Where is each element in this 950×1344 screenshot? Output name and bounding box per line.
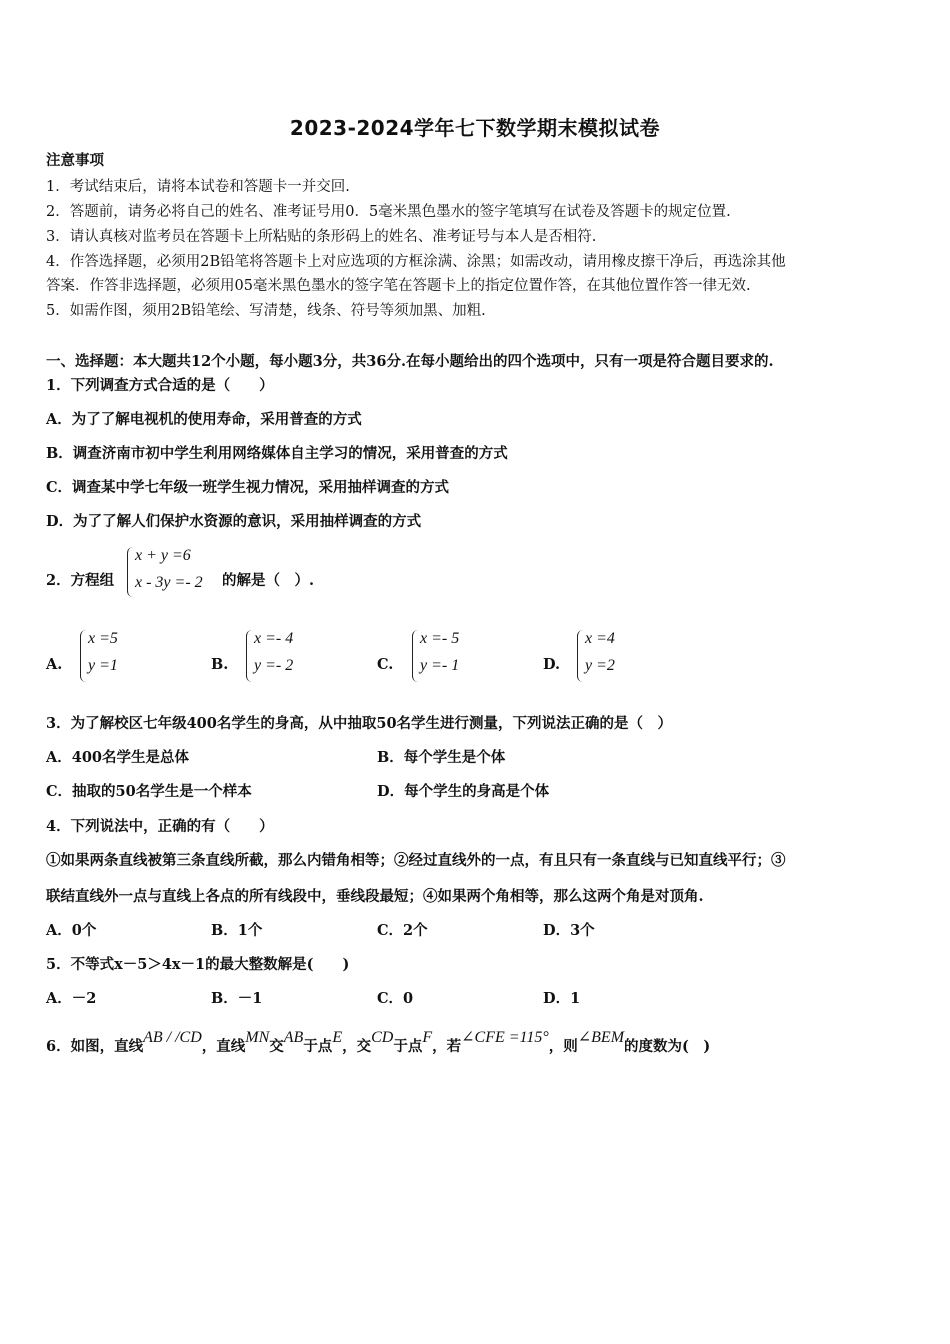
- q1-option-a: A．为了了解电视机的使用寿命，采用普查的方式: [46, 411, 362, 428]
- notice-heading: 注意事项: [46, 152, 104, 169]
- notice-item-4: 4．作答选择题，必须用2B铅笔将答题卡上对应选项的方框涂满、涂黑；如需改动，请用橡皮擦干净后，再选涂其他: [46, 254, 786, 270]
- q6-text-3: 交: [269, 1038, 284, 1055]
- q1-option-c: C．调查某中学七年级一班学生视力情况，采用抽样调查的方式: [46, 479, 450, 496]
- q6-text-9: 的度数为( ): [624, 1038, 711, 1055]
- q6-text-6: 于点: [393, 1038, 423, 1055]
- q2-option-a-r1: x =5: [88, 630, 118, 647]
- q4-option-a: A．0个: [46, 922, 97, 939]
- q4-statement-line2: 联结直线外一点与直线上各点的所有线段中，垂线段最短；④如果两个角相等，那么这两个角是对顶角.: [46, 888, 704, 905]
- q2-option-a-label: A.: [46, 656, 63, 673]
- page-title: 2023-2024学年七下数学期末模拟试卷: [289, 116, 661, 140]
- q6-math-ab: AB: [283, 1029, 304, 1046]
- q2-prefix: 2．方程组: [46, 572, 115, 589]
- q4-option-c: C．2个: [377, 922, 428, 939]
- q3-stem: 3．为了解校区七年级400名学生的身高，从中抽取50名学生进行测量，下列说法正确的是（ ）: [46, 715, 673, 732]
- q2-option-c-system: [412, 630, 482, 682]
- q2-eq1: x + y =6: [135, 547, 191, 564]
- notice-item-4-cont: 答案．作答非选择题，必须用05毫米黑色墨水的签字笔在答题卡上的指定位置作答，在其他位置作答一律无效.: [46, 278, 751, 294]
- q1-option-b: B．调查济南市初中学生利用网络媒体自主学习的情况，采用普查的方式: [46, 445, 508, 462]
- q6-math-angle-bem: ∠BEM: [577, 1029, 625, 1046]
- q3-option-b: B．每个学生是个体: [377, 749, 506, 766]
- q2-option-d-r2: y =2: [585, 657, 615, 674]
- q2-suffix: 的解是（ ）.: [222, 572, 315, 589]
- q2-equation-system: [127, 547, 227, 597]
- q4-option-d: D．3个: [543, 922, 595, 939]
- q6-stem: [46, 1029, 711, 1057]
- notice-item-2: 2．答题前，请务必将自己的姓名、准考证号用0．5毫米黑色墨水的签字笔填写在试卷及答题卡的规定位置.: [46, 204, 731, 220]
- q3-option-d: D．每个学生的身高是个体: [377, 783, 550, 800]
- q2-option-d-system: [577, 630, 637, 682]
- q5-option-d: D．1: [543, 990, 581, 1007]
- q2-option-a-r2: y =1: [88, 657, 118, 674]
- q6-math-e: E: [332, 1029, 343, 1046]
- q6-text-5: ，交: [342, 1038, 372, 1055]
- notice-item-5: 5．如需作图，须用2B铅笔绘、写清楚，线条、符号等须加黑、加粗.: [46, 303, 486, 319]
- section-heading: 一、选择题：本大题共12个小题，每小题3分，共36分.在每小题给出的四个选项中，只有一项是符合题目要求的.: [46, 353, 774, 370]
- q5-stem: 5．不等式x－5＞4x－1的最大整数解是( ): [46, 956, 350, 973]
- q1-option-d: D．为了了解人们保护水资源的意识，采用抽样调查的方式: [46, 513, 422, 530]
- q6-math-mn: MN: [245, 1029, 270, 1046]
- q6-math-f: F: [422, 1029, 433, 1046]
- q2-option-c-label: C.: [377, 656, 394, 673]
- q6-math-cd: CD: [371, 1029, 394, 1046]
- notice-item-1: 1．考试结束后，请将本试卷和答题卡一并交回.: [46, 179, 350, 195]
- q6-text-4: 于点: [303, 1038, 333, 1055]
- q2-eq2: x - 3y =- 2: [135, 574, 203, 591]
- q5-option-c: C．0: [377, 990, 414, 1007]
- q2-option-b-label: B.: [211, 656, 229, 673]
- q2-option-d-label: D.: [543, 656, 561, 673]
- q2-option-a-system: [80, 630, 140, 682]
- q6-text-1: 6．如图，直线: [46, 1038, 144, 1055]
- q1-stem: 1．下列调查方式合适的是（ ）: [46, 377, 274, 394]
- q3-option-c: C．抽取的50名学生是一个样本: [46, 783, 252, 800]
- q4-statement-line1: ①如果两条直线被第三条直线所截，那么内错角相等；②经过直线外的一点，有且只有一条直线与已知直线平行；③: [46, 852, 786, 869]
- q5-option-a: A．－2: [46, 990, 97, 1007]
- q2-option-d-r1: x =4: [585, 630, 615, 647]
- q2-option-c-r2: y =- 1: [420, 657, 460, 674]
- q4-stem: 4．下列说法中，正确的有（ ）: [46, 818, 274, 835]
- q6-math-angle-cfe: ∠CFE =115°: [461, 1029, 549, 1046]
- q3-option-a: A．400名学生是总体: [46, 749, 190, 766]
- q6-text-2: ，直线: [201, 1038, 246, 1055]
- q4-option-b: B．1个: [211, 922, 263, 939]
- notice-item-3: 3．请认真核对监考员在答题卡上所粘贴的条形码上的姓名、准考证号与本人是否相符.: [46, 229, 597, 245]
- q2-option-b-system: [246, 630, 316, 682]
- q5-option-b: B．－1: [211, 990, 263, 1007]
- q2-option-b-r2: y =- 2: [254, 657, 294, 674]
- q6-math-ab-parallel-cd: AB / /CD: [143, 1029, 202, 1046]
- q6-text-7: ，若: [432, 1038, 462, 1055]
- q2-option-b-r1: x =- 4: [254, 630, 294, 647]
- q2-option-c-r1: x =- 5: [420, 630, 460, 647]
- q6-text-8: ，则: [548, 1038, 578, 1055]
